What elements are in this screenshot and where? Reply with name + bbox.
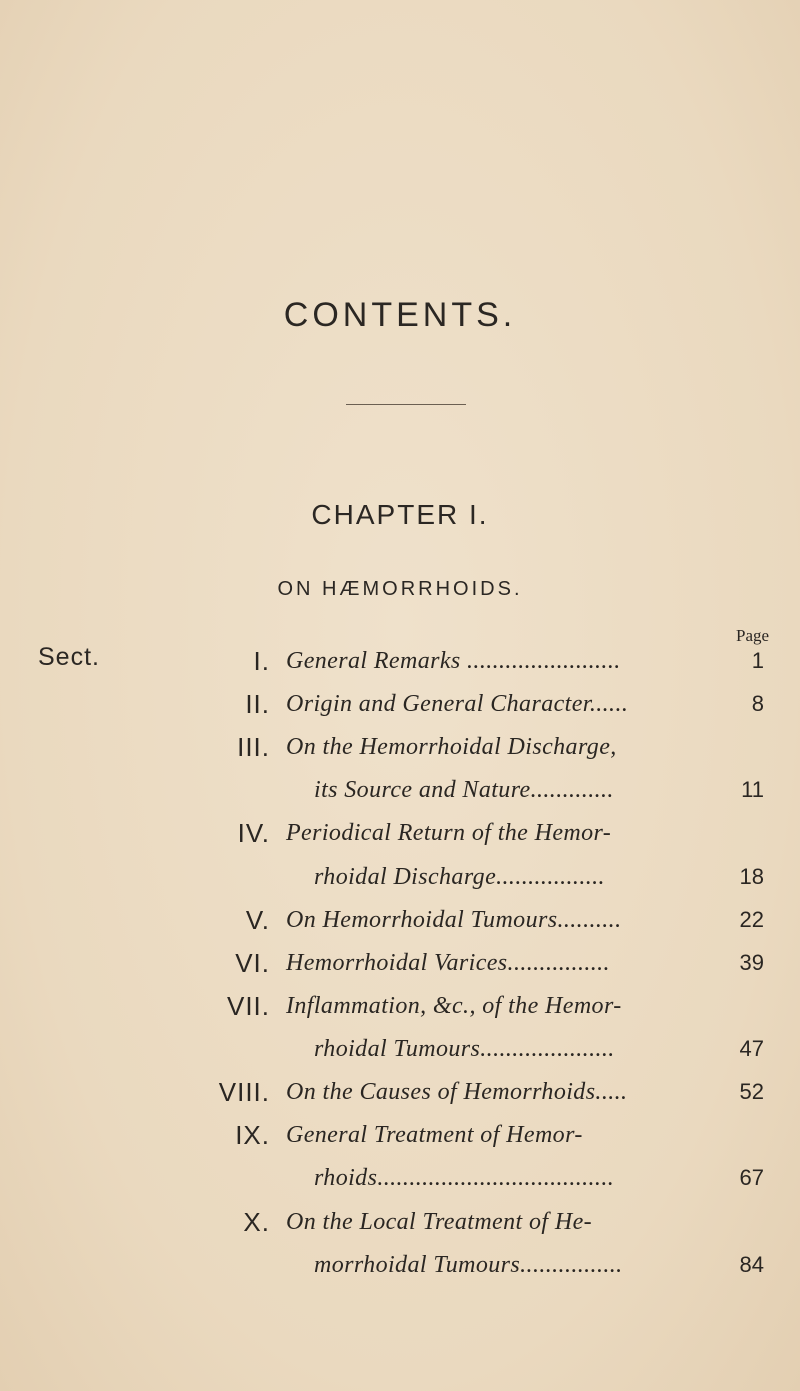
chapter-subject: ON HÆMORRHOIDS. <box>277 578 523 600</box>
entry-page-number: 52 <box>739 1079 764 1104</box>
toc-entry-4-continuation <box>0 857 800 897</box>
entry-page-number: 18 <box>739 864 764 889</box>
entry-title-continuation: rhoidal Discharge................. <box>314 864 605 890</box>
section-label: Sect. <box>38 643 100 671</box>
contents-title: CONTENTS. <box>283 296 517 334</box>
entry-title-continuation: its Source and Nature............. <box>314 777 614 803</box>
entry-title-continuation: rhoids..................................... <box>314 1165 615 1191</box>
toc-entry-5[interactable] <box>0 900 800 940</box>
entry-page-number: 22 <box>739 907 764 932</box>
toc-entry-1[interactable] <box>0 641 800 681</box>
toc-entry-9-continuation <box>0 1158 800 1198</box>
section-numeral: IX. <box>235 1120 270 1150</box>
entry-page-number: 8 <box>751 691 764 716</box>
entry-title: On the Hemorrhoidal Discharge, <box>286 734 617 760</box>
entry-page-number: 67 <box>739 1165 764 1190</box>
section-numeral: IV. <box>237 818 270 848</box>
entry-page-number: 84 <box>739 1252 764 1277</box>
entry-page-number: 39 <box>739 950 764 975</box>
toc-entry-3-continuation <box>0 770 800 810</box>
entry-page-number: 1 <box>751 648 764 673</box>
section-numeral: V. <box>245 905 270 935</box>
entry-title: General Remarks ........................ <box>286 648 621 674</box>
toc-entry-10[interactable] <box>0 1202 800 1242</box>
entry-title: On the Local Treatment of He- <box>286 1209 593 1235</box>
entry-title: Origin and General Character...... <box>286 691 629 717</box>
section-numeral: I. <box>253 646 270 676</box>
entry-page-number: 47 <box>739 1036 764 1061</box>
chapter-heading: CHAPTER I. <box>311 499 489 530</box>
section-numeral: II. <box>245 689 270 719</box>
toc-entry-8[interactable] <box>0 1072 800 1112</box>
entry-title: Periodical Return of the Hemor- <box>286 820 612 846</box>
toc-entry-4[interactable] <box>0 813 800 853</box>
entry-title: Inflammation, &c., of the Hemor- <box>286 993 622 1019</box>
toc-entry-7[interactable] <box>0 986 800 1026</box>
section-numeral: VII. <box>226 991 270 1021</box>
title-divider <box>346 404 466 405</box>
entry-title: Hemorrhoidal Varices................ <box>286 950 610 976</box>
section-numeral: X. <box>243 1207 270 1237</box>
toc-entry-9[interactable] <box>0 1115 800 1155</box>
toc-entry-3[interactable] <box>0 727 800 767</box>
entry-title-continuation: rhoidal Tumours..................... <box>314 1036 615 1062</box>
toc-entry-2[interactable] <box>0 684 800 724</box>
page-column-label: Page <box>736 626 770 645</box>
toc-entry-10-continuation <box>0 1245 800 1285</box>
entry-title: On Hemorrhoidal Tumours.......... <box>286 907 622 933</box>
entry-title: On the Causes of Hemorrhoids..... <box>286 1079 628 1105</box>
toc-entry-7-continuation <box>0 1029 800 1069</box>
entry-page-number: 11 <box>741 777 764 802</box>
section-numeral: VI. <box>235 948 270 978</box>
entry-title: General Treatment of Hemor- <box>286 1122 583 1148</box>
entry-title-continuation: morrhoidal Tumours................ <box>314 1252 623 1278</box>
section-numeral: III. <box>237 732 270 762</box>
section-numeral: VIII. <box>218 1077 270 1107</box>
toc-entry-6[interactable] <box>0 943 800 983</box>
